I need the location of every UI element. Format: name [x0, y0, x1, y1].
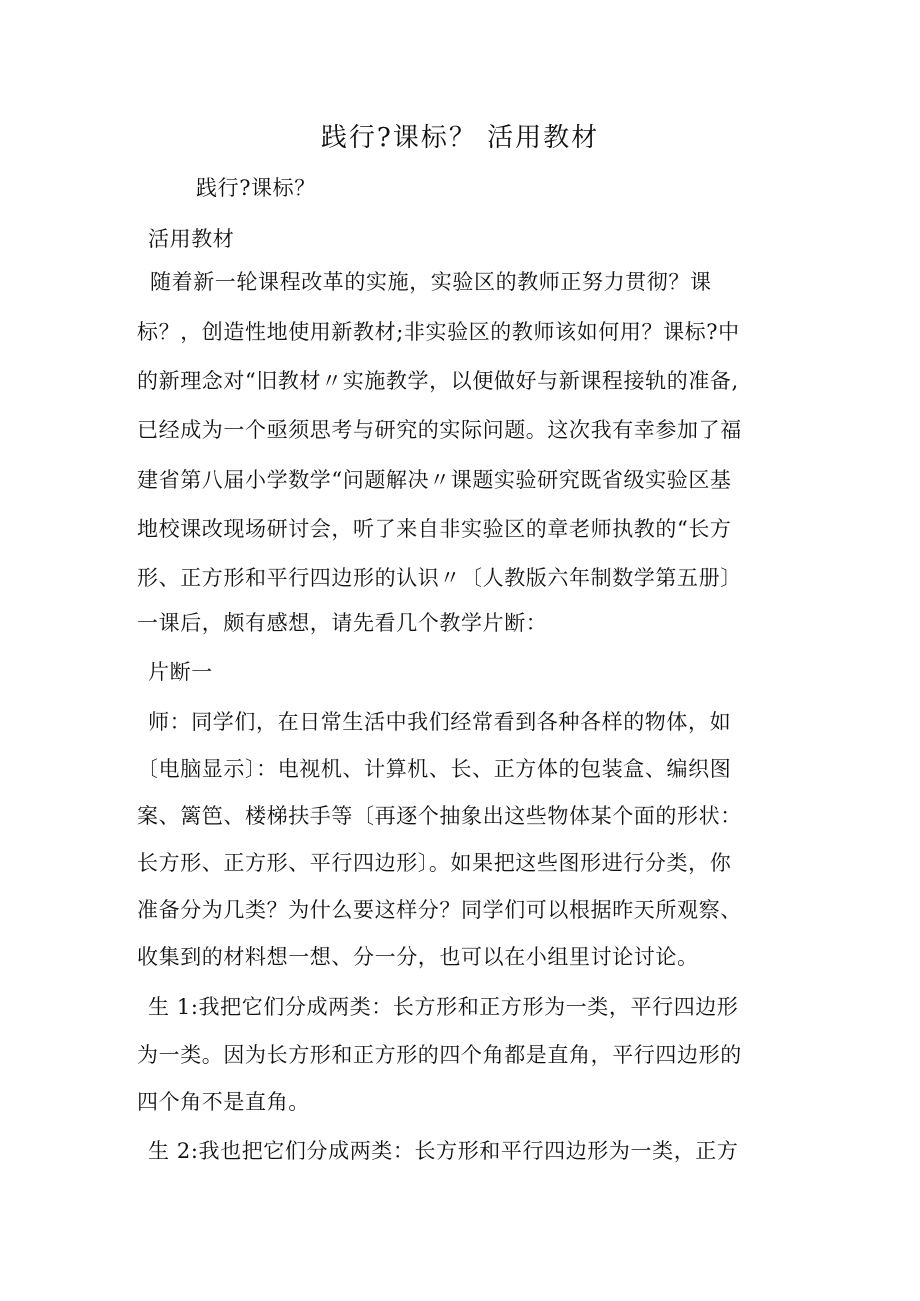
paragraph-line: 已经成为一个亟须思考与研究的实际问题。这次我有幸参加了福 — [137, 418, 742, 442]
paragraph-line: 形、正方形和平行四边形的认识〃〔人教版六年制数学第五册〕 — [137, 566, 742, 590]
paragraph-line: 随着新一轮课程改革的实施，实验区的教师正努力贯彻？课 — [150, 270, 712, 294]
paragraph-line: 师：同学们，在日常生活中我们经常看到各种各样的物体，如 — [148, 710, 732, 734]
paragraph-line: 〔电脑显示〕：电视机、计算机、长、正方体的包装盒、编织图 — [137, 757, 732, 781]
document-title: 践行?课标？ 活用教材 — [320, 123, 600, 153]
paragraph-line: 案、篱笆、楼梯扶手等〔再逐个抽象出这些物体某个面的形状： — [137, 804, 742, 828]
subtitle-line-1: 践行?课标？ — [196, 176, 316, 200]
paragraph-line: 一课后，颇有感想，请先看几个教学片断： — [137, 611, 548, 635]
paragraph-line: 生 1:我把它们分成两类：长方形和正方形为一类，平行四边形 — [148, 995, 739, 1019]
paragraph-line: 为一类。因为长方形和正方形的四个角都是直角，平行四边形的 — [137, 1043, 742, 1067]
subtitle-line-2: 活用教材 — [148, 227, 235, 251]
paragraph-line: 标？，创造性地使用新教材;非实验区的教师该如何用？课标?中 — [137, 320, 740, 344]
paragraph-line: 的新理念对“旧教材〃实施教学，以便做好与新课程接轨的准备, — [137, 369, 739, 393]
paragraph-line: 建省第八届小学数学“问题解决〃课题实验研究既省级实验区基 — [137, 468, 732, 492]
paragraph-line: 收集到的材料想一想、分一分，也可以在小组里讨论讨论。 — [137, 945, 699, 969]
paragraph-line: 生 2:我也把它们分成两类：长方形和平行四边形为一类，正方 — [148, 1139, 739, 1163]
paragraph-line: 长方形、正方形、平行四边形〕。如果把这些图形进行分类，你 — [137, 851, 732, 875]
paragraph-line: 准备分为几类？为什么要这样分？同学们可以根据昨天所观察、 — [137, 898, 742, 922]
paragraph-line: 四个角不是直角。 — [137, 1090, 310, 1114]
paragraph-line: 地校课改现场研讨会，听了来自非实验区的章老师执教的“长方 — [137, 517, 732, 541]
section-heading: 片断一 — [148, 660, 213, 684]
